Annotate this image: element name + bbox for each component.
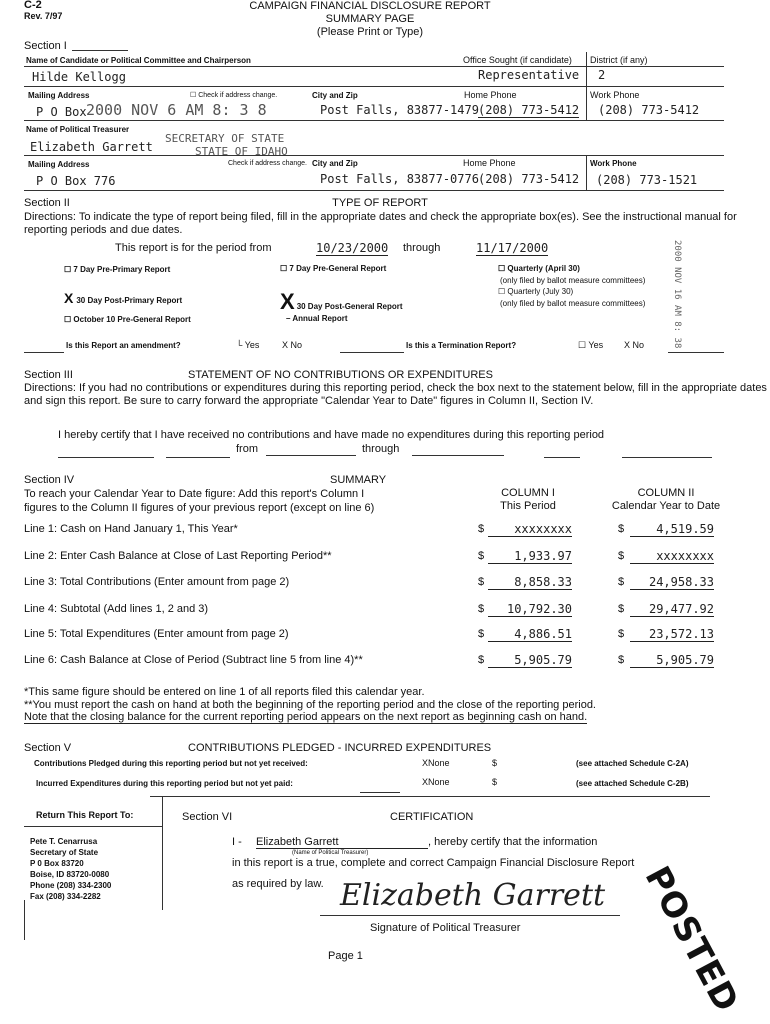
termination-yes[interactable]: ☐ Yes — [578, 340, 604, 350]
district: 2 — [598, 68, 606, 82]
office-sought: Representative — [478, 68, 580, 82]
return-address: Pete T. Cenarrusa Secretary of State P 0 Box 83720 Boise, ID 83720-0080 Phone (208) 334-2300 Fax (208) 334-2282 — [30, 837, 112, 901]
column2-dollar: $ — [618, 654, 625, 666]
period-from: 10/23/2000 — [316, 241, 389, 255]
checked-x-mark: X — [64, 290, 74, 306]
treasurer-name: Elizabeth Garrett — [30, 140, 153, 154]
schedule-2b: (see attached Schedule C-2B) — [576, 779, 689, 788]
incurred-label: Incurred Expenditures during this reporting period but not yet paid: — [36, 779, 293, 788]
amendment-question: Is this Report an amendment? — [66, 341, 181, 350]
column2-dollar: $ — [618, 628, 625, 640]
treasurer-work-phone: (208) 773-1521 — [596, 173, 698, 187]
option-7day-pre-general[interactable]: ☐ 7 Day Pre-General Report — [280, 264, 387, 273]
column1-value: 8,858.33 — [488, 575, 572, 590]
column1-title: COLUMN I — [501, 487, 555, 499]
side-date-stamp: 2000 NOV 16 AM 8: 38 — [672, 240, 682, 349]
candidate-name: Hilde Kellogg — [32, 70, 126, 84]
section3-from: from — [236, 443, 258, 455]
period-to: 11/17/2000 — [476, 241, 549, 255]
option-oct10-pre-general[interactable]: ☐ October 10 Pre-General Report — [64, 315, 191, 324]
column2-value: 4,519.59 — [630, 522, 714, 537]
candidate-city: Post Falls, 83877-1479 — [320, 103, 479, 117]
report-title: CAMPAIGN FINANCIAL DISCLOSURE REPORT — [249, 0, 491, 12]
column2-dollar: $ — [618, 550, 625, 562]
footnote-1: *This same figure should be entered on line 1 of all reports filed this calendar year. — [24, 686, 425, 698]
section3-directions: Directions: If you had no contributions or expenditures during this reporting period, check the box next to the statement below, fill in the appropriate dates and sign this report. Be sure to carry forward the appropriate "Calendar Year to Date" figures in Column II, Section IV. — [24, 382, 767, 407]
column1-value: 5,905.79 — [488, 653, 572, 668]
treasurer-work-phone-label: Work Phone — [590, 159, 637, 168]
footnote-3: Note that the closing balance for the current reporting period appears on the next report as beginning cash on hand. — [24, 711, 588, 723]
column2-value: 5,905.79 — [630, 653, 714, 668]
treasurer-signature: Elizabeth Garrett — [340, 878, 606, 913]
treasurer-label: Name of Political Treasurer — [26, 125, 130, 134]
treasurer-address: P O Box 776 — [36, 174, 116, 188]
column2-dollar: $ — [618, 603, 625, 615]
section5-label: Section V — [24, 742, 72, 754]
column2-value: 23,572.13 — [630, 627, 714, 642]
cert-name: Elizabeth Garrett — [256, 836, 428, 849]
schedule-2a: (see attached Schedule C-2A) — [576, 759, 689, 768]
work-phone-label: Work Phone — [590, 90, 640, 100]
amendment-no[interactable]: X No — [282, 340, 303, 350]
column1-value: xxxxxxxx — [488, 522, 572, 537]
cert-text-1: , hereby certify that the information — [428, 836, 598, 848]
incurred-none[interactable]: XNone — [422, 777, 450, 787]
section1-label: Section I — [24, 40, 67, 52]
office-label: Office Sought (if candidate) — [463, 55, 572, 65]
candidate-home-phone: (208) 773-5412 — [478, 103, 580, 117]
summary-line-label: Line 1: Cash on Hand January 1, This Year* — [24, 523, 238, 535]
section3-label: Section III — [24, 369, 73, 381]
termination-question: Is this a Termination Report? — [406, 341, 517, 350]
treasurer-mailing-label: Mailing Address — [28, 160, 90, 169]
quarterly-july-note: (only filed by ballot measure committees) — [500, 299, 646, 308]
section5-title: CONTRIBUTIONS PLEDGED - INCURRED EXPENDITURES — [188, 742, 492, 754]
state-stamp-2: STATE OF IDAHO — [195, 145, 288, 158]
candidate-address: P O Box — [36, 105, 87, 119]
section2-directions: Directions: To indicate the type of report being filed, fill in the appropriate dates and check the appropriate box(es). See the instructional manual for reporting periods and due dates. — [24, 211, 737, 236]
treasurer-address-change-check[interactable]: Check if address change. — [228, 160, 307, 167]
cert-i: I - — [232, 836, 242, 848]
column2-value: 24,958.33 — [630, 575, 714, 590]
form-code: C-2 — [24, 0, 42, 11]
treasurer-home-phone: (208) 773-5412 — [478, 172, 580, 186]
cert-name-caption: (Name of Political Treasurer) — [292, 850, 369, 856]
summary-line-label: Line 4: Subtotal (Add lines 1, 2 and 3) — [24, 603, 209, 615]
termination-no[interactable]: X No — [624, 340, 645, 350]
home-phone-label: Home Phone — [464, 90, 517, 100]
treasurer-home-phone-label: Home Phone — [463, 158, 516, 168]
column1-subtitle: This Period — [500, 500, 556, 512]
column2-value: xxxxxxxx — [630, 549, 714, 564]
report-subtitle: SUMMARY PAGE — [325, 13, 415, 25]
address-change-check[interactable]: ☐ Check if address change. — [190, 92, 278, 99]
city-label: City and Zip — [312, 91, 358, 100]
state-stamp-1: SECRETARY OF STATE — [165, 132, 285, 145]
period-prefix: This report is for the period from — [115, 242, 272, 254]
summary-line-label: Line 2: Enter Cash Balance at Close of Last Reporting Period** — [24, 550, 332, 562]
column1-dollar: $ — [478, 628, 485, 640]
section6-title: CERTIFICATION — [390, 811, 474, 823]
section6-label: Section VI — [182, 811, 233, 823]
section3-title: STATEMENT OF NO CONTRIBUTIONS OR EXPENDITURES — [188, 369, 493, 381]
section2-label: Section II — [24, 197, 70, 209]
section3-through: through — [362, 443, 400, 455]
section4-label: Section IV — [24, 474, 75, 486]
amendment-yes[interactable]: └ Yes — [236, 340, 260, 350]
column2-dollar: $ — [618, 523, 625, 535]
return-heading: Return This Report To: — [36, 810, 134, 820]
signature-caption: Signature of Political Treasurer — [370, 922, 521, 934]
summary-line-label: Line 6: Cash Balance at Close of Period (Subtract line 5 from line 4)** — [24, 654, 363, 666]
column1-dollar: $ — [478, 523, 485, 535]
district-label: District (if any) — [590, 55, 648, 65]
option-annual[interactable]: – Annual Report — [286, 314, 348, 323]
pledged-none[interactable]: XNone — [422, 758, 450, 768]
cert-text-2: in this report is a true, complete and correct Campaign Financial Disclosure Report — [232, 857, 635, 869]
section2-title: TYPE OF REPORT — [332, 197, 428, 209]
quarterly-april-note: (only filed by ballot measure committees) — [500, 276, 646, 285]
form-revision: Rev. 7/97 — [24, 11, 63, 21]
received-date-stamp: 2000 NOV 6 AM 8: 3 8 — [86, 101, 267, 119]
treasurer-city-label: City and Zip — [312, 159, 358, 168]
cert-text-3: as required by law. — [232, 878, 324, 890]
summary-line-label: Line 3: Total Contributions (Enter amount from page 2) — [24, 576, 290, 588]
pledged-dollar: $ — [492, 758, 498, 768]
section4-intro-2: figures to the Column II figures of your previous report (except on line 6) — [24, 502, 375, 514]
page-number: Page 1 — [328, 950, 363, 962]
column1-value: 4,886.51 — [488, 627, 572, 642]
column2-dollar: $ — [618, 576, 625, 588]
option-7day-pre-primary[interactable]: ☐ 7 Day Pre-Primary Report — [64, 265, 171, 274]
section4-intro-1: To reach your Calendar Year to Date figure: Add this report's Column I — [24, 488, 365, 500]
column2-title: COLUMN II — [637, 487, 695, 499]
option-quarterly-april[interactable]: ☐ Quarterly (April 30) — [498, 264, 580, 273]
incurred-dollar: $ — [492, 777, 498, 787]
posted-stamp: POSTED — [636, 860, 747, 1020]
column2-subtitle: Calendar Year to Date — [611, 500, 721, 512]
option-30day-post-primary[interactable]: X 30 Day Post-Primary Report — [64, 290, 183, 306]
column1-dollar: $ — [478, 603, 485, 615]
mailing-label: Mailing Address — [28, 91, 90, 100]
section4-title: SUMMARY — [330, 474, 387, 486]
treasurer-city: Post Falls, 83877-0776 — [320, 172, 479, 186]
column1-value: 10,792.30 — [488, 602, 572, 617]
section3-certify: I hereby certify that I have received no contributions and have made no expenditures during this reporting period — [58, 429, 605, 441]
candidate-label: Name of Candidate or Political Committee and Chairperson — [26, 56, 251, 65]
pledged-label: Contributions Pledged during this reporting period but not yet received: — [34, 759, 308, 768]
candidate-work-phone: (208) 773-5412 — [598, 103, 700, 117]
option-30day-post-general[interactable]: X 30 Day Post-General Report — [280, 289, 403, 314]
checked-x-mark: X — [280, 289, 295, 314]
column1-value: 1,933.97 — [488, 549, 572, 564]
summary-line-label: Line 5: Total Expenditures (Enter amount from page 2) — [24, 628, 289, 640]
report-note: (Please Print or Type) — [316, 26, 424, 38]
period-through-label: through — [403, 242, 441, 254]
column2-value: 29,477.92 — [630, 602, 714, 617]
option-quarterly-july[interactable]: ☐ Quarterly (July 30) — [498, 287, 574, 296]
column1-dollar: $ — [478, 654, 485, 666]
column1-dollar: $ — [478, 576, 485, 588]
footnote-2: **You must report the cash on hand at both the beginning of the reporting period and the close of the reporting period. — [24, 699, 596, 711]
column1-dollar: $ — [478, 550, 485, 562]
